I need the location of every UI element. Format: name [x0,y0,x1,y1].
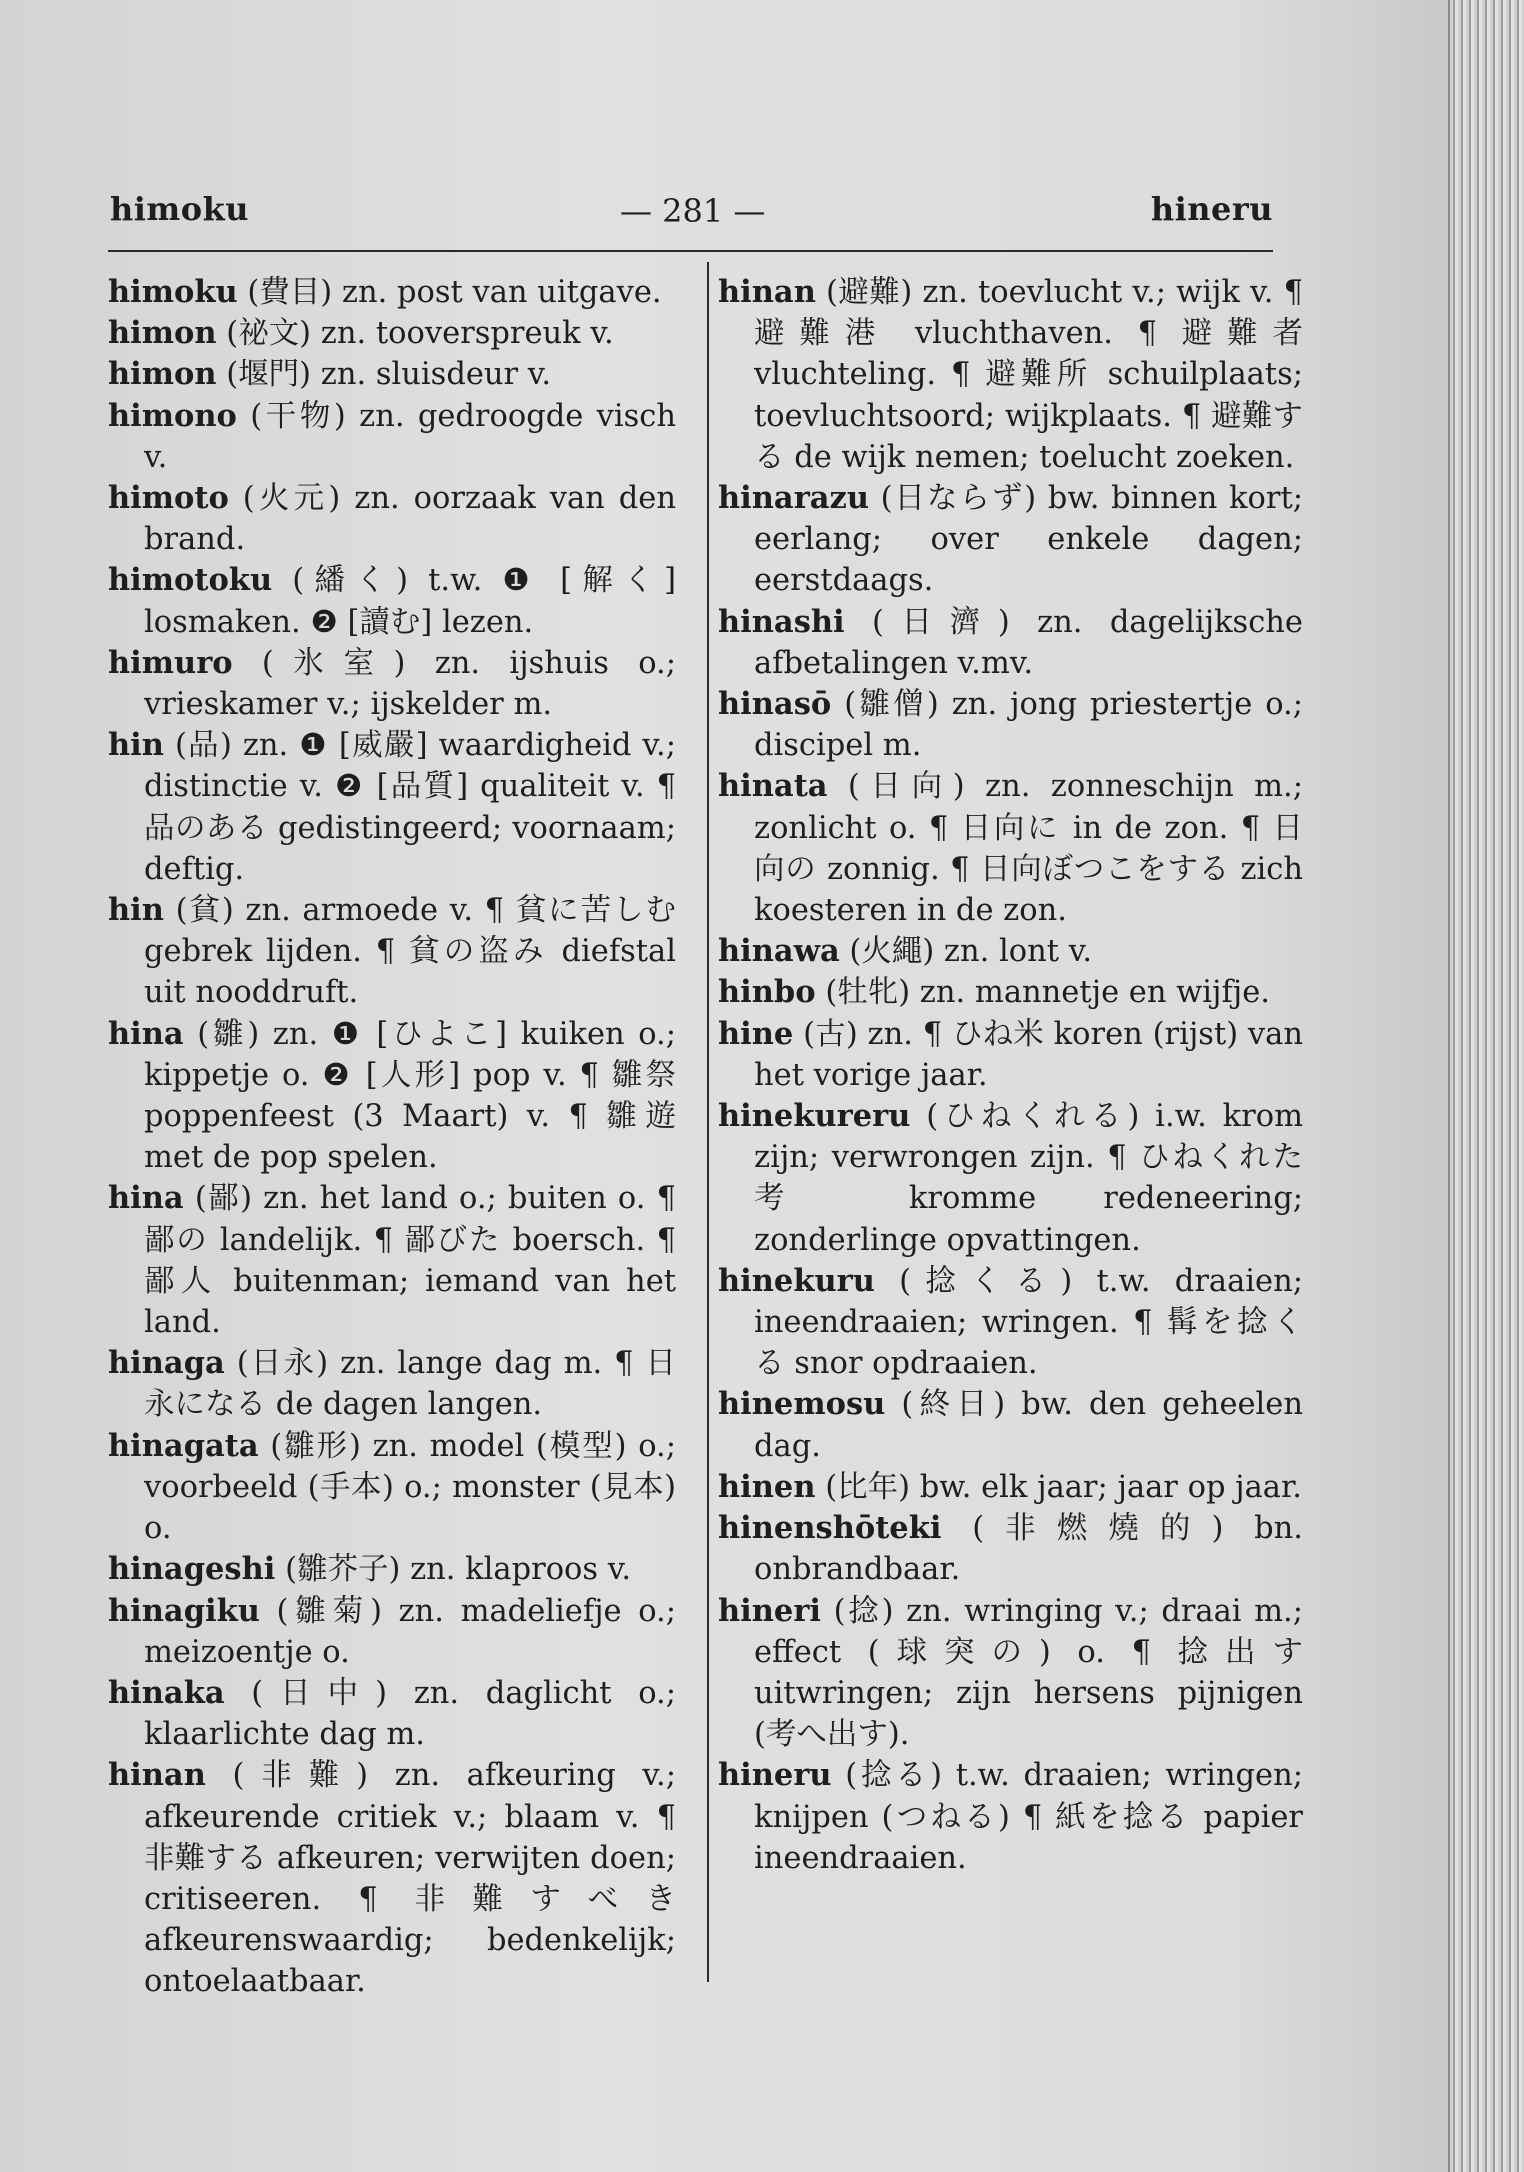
headword: hinenshōteki [718,1510,942,1547]
definition: (終日) bw. den geheelen dag. [754,1387,1303,1464]
definition: (火繩) zn. lont v. [849,934,1093,970]
headword: hinbo [718,974,816,1011]
dictionary-entry [108,1426,676,1550]
definition: (雛形) zn. model (模型) o.; voorbeeld (手本) o.; monster (見本) o. [144,1428,676,1547]
headword: hin [108,892,164,929]
headword: hinan [108,1757,206,1794]
definition: (ひねくれる) i.w. krom zijn; verwrongen zijn. ¶ ひねくれた考 kromme redeneering; zonderlinge opvattingen. [754,1099,1303,1258]
dictionary-entry [108,313,676,354]
headword: hinaka [108,1674,225,1711]
dictionary-entry [718,684,1303,766]
headword: hinawa [718,933,840,970]
definition: (日向) zn. zonneschijn m.; zonlicht o. ¶ 日向に in de zon. ¶ 日向の zonnig. ¶ 日向ぼつこをする zich koesteren in de zon. [754,769,1304,929]
dictionary-entry [718,1591,1303,1756]
dictionary-entry [718,602,1303,684]
dictionary-entry [718,1755,1303,1879]
definition: (氷室) zn. ijshuis o.; vrieskamer v.; ijskelder m. [144,645,676,723]
definition: (非難) zn. afkeuring v.; afkeurende critiek v.; blaam v. ¶ 非難する afkeuren; verwijten doen; critiseeren. ¶ 非難すべき afkeurenswaardig; bedenkelijk; ontoelaatbaar. [144,1758,676,2000]
dictionary-entry [108,890,676,1014]
headword: hina [108,1015,184,1052]
definition: (捻る) t.w. draaien; wringen; knijpen (つねる) ¶ 紙を捻る papier ineendraaien. [754,1758,1303,1876]
headword: hina [108,1180,184,1217]
headword: hinen [718,1468,816,1505]
dictionary-entry [108,1673,676,1755]
headword: hin [108,727,164,764]
definition: (火元) zn. oorzaak van den brand. [144,481,676,558]
dictionary-entry [108,1549,676,1590]
definition: (繙く) t.w. ❶ [解く] losmaken. ❷ [讀む] lezen. [144,563,676,640]
page-number: — 281 — [620,192,766,230]
definition: (堰門) zn. sluisdeur v. [226,357,552,393]
definition: (鄙) zn. het land o.; buiten o. ¶ 鄙の landelijk. ¶ 鄙びた boersch. ¶ 鄙人 buitenman; iemand van het land. [144,1181,676,1341]
definition: (日永) zn. lange dag m. ¶ 日永になる de dagen langen. [144,1346,676,1423]
headword: hineri [718,1592,821,1629]
dictionary-entry [718,972,1303,1013]
definition: (干物) zn. gedroogde visch v. [144,398,677,475]
definition: (貧) zn. armoede v. ¶ 貧に苦しむ gebrek lijden. ¶ 貧の盗み diefstal uit nooddruft. [144,893,676,1011]
dictionary-entry [108,1755,676,2002]
headword: hinagiku [108,1592,260,1629]
dictionary-entry [108,1178,676,1343]
headword: hinan [718,274,816,310]
dictionary-entry [718,1384,1303,1466]
headword: himotoku [108,562,273,599]
headword: himon [108,315,217,352]
headword: himoto [108,480,229,517]
dictionary-entry [108,1343,676,1425]
definition: (雛僧) zn. jong priestertje o.; discipel m. [754,687,1303,764]
headword: himon [108,356,217,393]
dictionary-entry [718,1261,1303,1385]
dictionary-entry [718,1014,1303,1096]
headword: hinashi [718,603,845,640]
dictionary-entry [108,725,676,890]
definition: (古) zn. ¶ ひね米 koren (rijst) van het vorige jaar. [754,1016,1303,1093]
header-rule [108,250,1273,252]
definition: (雛) zn. ❶ [ひよこ] kuiken o.; kippetje o. ❷ [人形] pop v. ¶ 雛祭 poppenfeest (3 Maart) v. ¶ 雛遊 met de pop spelen. [144,1016,676,1176]
headword: hinasō [718,686,832,723]
definition: (祕文) zn. tooverspreuk v. [226,316,614,352]
dictionary-entry [108,643,676,725]
definition: (牡牝) zn. mannetje en wijfje. [825,975,1271,1011]
headword: hineru [718,1757,832,1794]
headword: hinageshi [108,1551,276,1588]
headword: hinekuru [718,1262,875,1299]
headword: hinata [718,768,828,805]
definition: (捻くる) t.w. draaien; ineendraaien; wringen. ¶ 髯を捻くる snor opdraaien. [754,1263,1303,1382]
headword: hinarazu [718,480,870,517]
headword: himuro [108,644,233,681]
headword: hinemosu [718,1386,886,1423]
left-column [108,272,676,2003]
dictionary-entry [108,1014,676,1179]
left-guide-word: himoku [110,190,250,228]
definition: (雛芥子) zn. klaproos v. [285,1552,632,1588]
headword: hinagata [108,1427,259,1464]
dictionary-entry [108,560,676,642]
definition: (費目) zn. post van uitgave. [247,275,662,310]
right-guide-word: hineru [1150,190,1273,228]
right-column [718,272,1303,1879]
definition: (日中) zn. daglicht o.; klaarlichte dag m. [144,1675,677,1753]
dictionary-entry [718,1467,1303,1508]
definition: (捻) zn. wringing v.; draai m.; effect (球突の) o. ¶ 捻出す uitwringen; zijn hersens pijnigen (考へ出す). [754,1593,1303,1753]
dictionary-entry [718,1096,1303,1261]
definition: (日ならず) bw. binnen kort; eerlang; over enkele dagen; eerstdaags. [754,481,1303,599]
definition: (日濟) zn. dagelijksche afbetalingen v.mv. [754,604,1303,681]
definition: (品) zn. ❶ [威嚴] waardigheid v.; distinctie v. ❷ [品質] qualiteit v. ¶ 品のある gedistingeerd; voornaam; deftig. [144,728,676,887]
headword: himono [108,397,237,434]
dictionary-entry [108,272,676,313]
definition: (比年) bw. elk jaar; jaar op jaar. [825,1469,1302,1505]
dictionary-entry [108,478,676,560]
headword: himoku [108,274,238,310]
definition: (非燃燒的) bn. onbrandbaar. [754,1511,1304,1588]
dictionary-entry [108,1591,676,1673]
dictionary-entry [718,478,1303,602]
headword: hinaga [108,1345,225,1382]
dictionary-entry [718,931,1303,972]
dictionary-entry [718,272,1303,478]
headword: hinekureru [718,1098,911,1135]
headword: hine [718,1015,794,1052]
dictionary-entry [108,354,676,395]
definition: (避難) zn. toevlucht v.; wijk v. ¶ 避難港 vluchthaven. ¶ 避難者 vluchteling. ¶ 避難所 schuilplaats; toevluchtsoord; wijkplaats. ¶ 避難する de wijk nemen; toelucht zoeken. [754,275,1304,475]
definition: (雛菊) zn. madeliefje o.; meizoentje o. [144,1593,676,1670]
dictionary-entry [718,1508,1303,1590]
dictionary-entry [108,396,676,478]
book-page-edges [1448,0,1524,2172]
dictionary-entry [718,766,1303,931]
column-divider [707,262,709,1982]
